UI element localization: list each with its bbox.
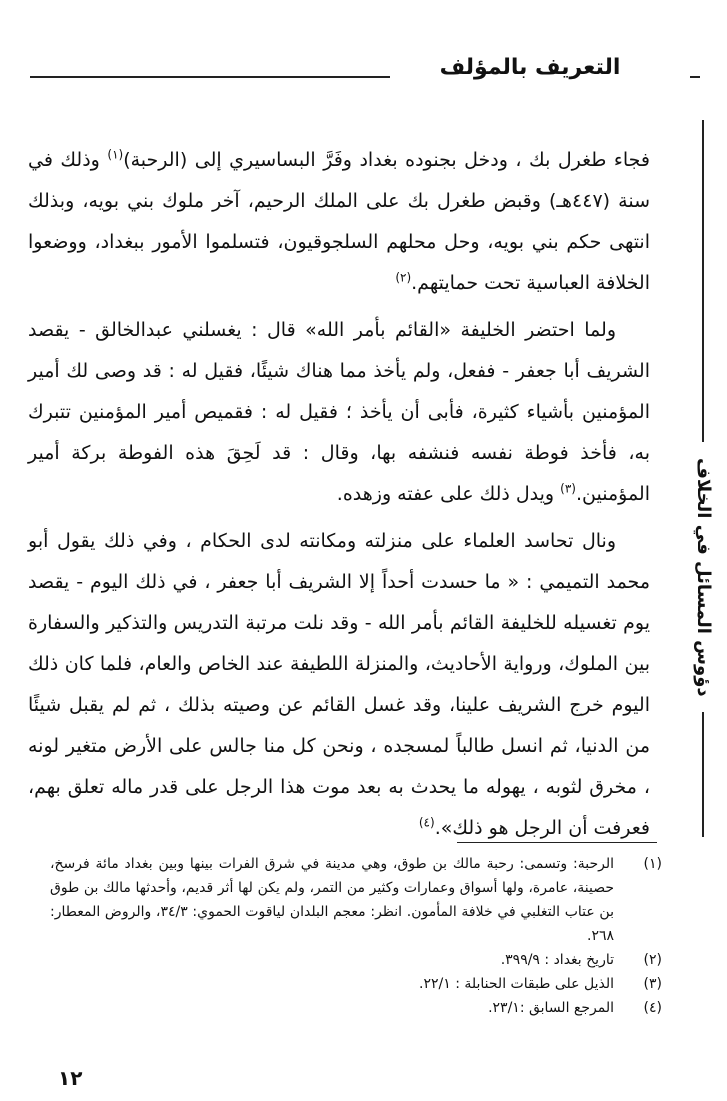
side-rule-top [702,120,704,442]
main-text [28,140,650,855]
footnote-ref: (٤) [418,815,435,830]
footnote [50,948,662,972]
footnote [50,996,662,1020]
footnote-ref: (٢) [395,270,412,285]
footnote-number: (٣) [643,976,662,992]
side-running-title: دؤوس المسائل في الخلاف [693,457,714,697]
header-rule-left [30,76,390,78]
footnote-ref: (١) [107,147,124,162]
chapter-title: التعريف بالمؤلف [439,55,621,80]
page-number: ١٢ [58,1066,83,1090]
footnote-text: تاريخ بغداد : ٣٩٩/٩. [500,952,614,968]
footnote-text: الرحبة: وتسمى: رحبة مالك بن طوق، وهي مدينة في شرق الفرات بينها وبين بغداد مائة فرسخ، حصينة، عامرة، ولها أسواق وعمارات وكثير من التمر، ولم يكن لها أثر قديم، وأحدثها مالك بن طوق بن عتاب التغلبي في خلافة المأمون. انظر: معجم البلدان لياقوت الحموي: ٣٤/٣، والروض المعطار: ٢٦٨. [50,856,614,944]
footnote-number: (٢) [643,952,662,968]
footnote-ref: (٣) [560,481,576,496]
paragraph: ونال تحاسد العلماء على منزلته ومكانته لدى الحكام ، وفي ذلك يقول أبو محمد التميمي : « ما حسدت أحداً إلا الشريف أبا جعفر ، في ذلك اليوم - يقصد يوم تغسيله للخليفة القائم بأمر الله - وقد نلت مرتبة التدريس والتذكير والسفارة بين الملوك، ورواية الأحاديث، والمنزلة اللطيفة عند الخاص والعام، فلما كان ذلك اليوم خرج الشريف علينا، وقد غسل القائم عن وصيته بذلك ، ثم لم يقبل شيئًا من الدنيا، ثم انسل طالباً لمسجده ، ونحن كل منا جالس على الأرض متغير لونه ، مخرق لثوبه ، يهوله ما يحدث به بعد موت هذا الرجل على قدر ماله تعلق بهم، فعرفت أن الرجل هو ذلك».$^{(٤)}$ [28,530,650,839]
footnote-number: (٤) [643,1000,662,1016]
footnote [50,852,662,948]
running-header [30,52,700,92]
footnote-separator [457,842,657,843]
side-rule-bottom [702,712,704,837]
footnote-text: الذيل على طبقات الحنابلة : ٢٢/١. [419,976,614,992]
paragraph: ولما احتضر الخليفة «القائم بأمر الله» قال : يغسلني عبدالخالق - يقصد الشريف أبا جعفر - ففعل، ولم يأخذ مما هناك شيئًا، فقيل له : قد وصى لك أمير المؤمنين بأشياء كثيرة، فأبى أن يأخذ ؛ فقيل له : فقميص أمير المؤمنين تتبرك به، فأخذ فوطة نفسه فنشفه بها، وقال : قد لَحِقَ هذه الفوطة بركة أمير المؤمنين.$^{(٣)}$ ويدل ذلك على عفته وزهده. [28,319,650,505]
paragraph: فجاء طغرل بك ، ودخل بجنوده بغداد وفَرَّ البساسيري إلى (الرحبة)$^{(١)}$ وذلك في سنة (٤٤٧هـ) وقبض طغرل بك على الملك الرحيم، آخر ملوك بني بويه، وبذلك انتهى حكم بني بويه، وحل محلهم السلجوقيون، فتسلموا الأمور ببغداد، ووضعوا الخلافة العباسية تحت حمايتهم.$^{(٢)}$ [28,147,651,294]
footnotes [50,852,662,1020]
footnote [50,972,662,996]
footnote-text: المرجع السابق :٢٣/١. [488,1000,614,1016]
header-rule-right [690,76,700,78]
footnote-number: (١) [643,856,662,872]
